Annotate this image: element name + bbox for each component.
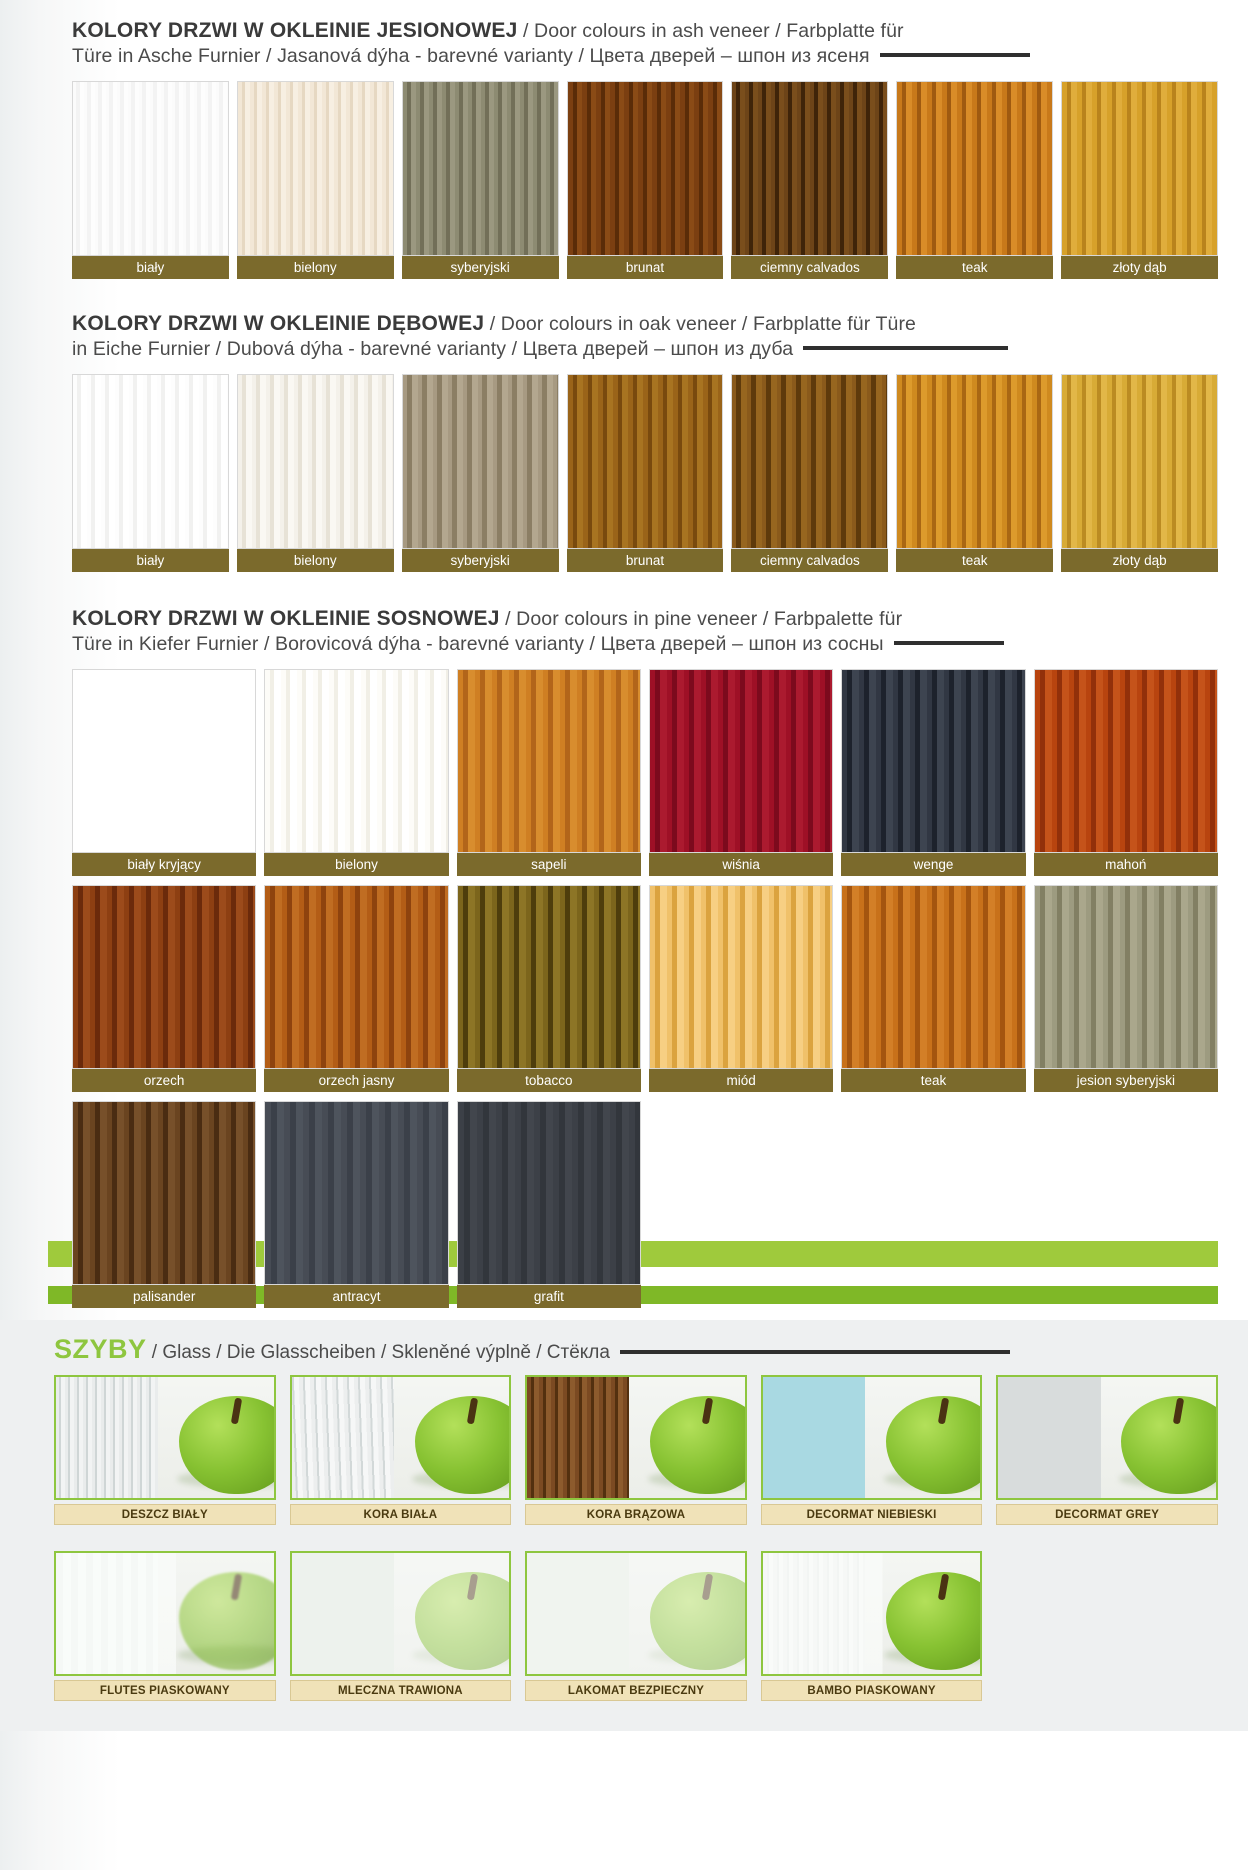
swatch-oak-brunat[interactable] [567,374,724,572]
swatch-label: orzech jasny [264,1069,448,1092]
swatch-texture [649,1101,833,1285]
swatch-texture [649,885,833,1069]
swatch-grid-oak [0,374,1248,572]
apple-stem-icon [702,1398,713,1425]
swatch-label [1034,1285,1218,1308]
swatch-label [649,1285,833,1308]
glass-preview [996,1551,1218,1676]
glass-preview [290,1375,512,1500]
swatch-texture [237,374,394,549]
swatch-grid-ash [0,81,1248,279]
swatch-label: biały [72,256,229,279]
glass-decormat-niebieski[interactable] [761,1375,983,1525]
swatch-label: bielony [237,549,394,572]
swatch-label: ciemny calvados [731,256,888,279]
swatch-texture [896,81,1053,256]
glass-label: BAMBO PIASKOWANY [761,1680,983,1701]
swatch-texture [72,669,256,853]
swatch-label [841,1285,1025,1308]
swatch-placeholder [649,1101,833,1308]
swatch-label: biały [72,549,229,572]
swatch-label: grafit [457,1285,641,1308]
swatch-texture [841,669,1025,853]
glass-kora-brazowa[interactable] [525,1375,747,1525]
swatch-texture [1034,1101,1218,1285]
swatch-pine-wisnia[interactable] [649,669,833,876]
swatch-texture [72,1101,256,1285]
glass-label: FLUTES PIASKOWANY [54,1680,276,1701]
glass-frost-overlay [527,1553,745,1674]
swatch-label: antracyt [264,1285,448,1308]
glass-subtitle: / Glass / Die Glasscheiben / Skleněné výplně / Стёкла [146,1342,610,1363]
apple-stem-icon [938,1398,949,1425]
swatch-pine-miod[interactable] [649,885,833,1092]
section-title-strong: KOLORY DRZWI W OKLEINIE DĘBOWEJ [72,312,485,335]
section-title-strong: KOLORY DRZWI W OKLEINIE SOSNOWEJ [72,607,500,630]
swatch-oak-syberyjski[interactable] [402,374,559,572]
swatch-label: teak [896,256,1053,279]
swatch-pine-tobacco[interactable] [457,885,641,1092]
glass-heading [30,1334,1218,1365]
swatch-ash-teak[interactable] [896,81,1053,279]
section-heading [0,606,1248,657]
apple-stem-icon [466,1398,477,1425]
apple-stem-icon [1173,1398,1184,1425]
swatch-label: miód [649,1069,833,1092]
swatch-label: palisander [72,1285,256,1308]
section-glass [0,1320,1248,1731]
swatch-pine-jesion-syberyjski[interactable] [1034,885,1218,1092]
swatch-label: teak [841,1069,1025,1092]
section-title-rest: / Door colours in ash veneer / Farbplatte für [517,20,904,42]
swatch-label: bielony [237,256,394,279]
swatch-oak-teak[interactable] [896,374,1053,572]
section-title-rest: / Door colours in pine veneer / Farbpalette für [499,608,903,630]
section-ash-veneer [0,0,1248,279]
swatch-pine-orzech[interactable] [72,885,256,1092]
heading-rule [880,53,1030,57]
swatch-label: złoty dąb [1061,549,1218,572]
glass-preview [761,1551,983,1676]
swatch-oak-bielony[interactable] [237,374,394,572]
glass-placeholder [996,1551,1218,1701]
swatch-label: brunat [567,256,724,279]
heading-rule [803,346,1008,350]
glass-lakomat-bezpieczny[interactable] [525,1551,747,1701]
glass-grid-row2 [30,1551,1218,1701]
swatch-label: złoty dąb [1061,256,1218,279]
section-title-line2: Türe in Asche Furnier / Jasanová dýha - barevné varianty / Цвета дверей – шпон из ясеня [72,45,870,67]
glass-flutes-piaskowany[interactable] [54,1551,276,1701]
apple-stem-icon [231,1398,242,1425]
swatch-texture [72,885,256,1069]
glass-preview [54,1375,276,1500]
swatch-texture [896,374,1053,549]
apple-photo-panel [629,1377,744,1498]
swatch-label: orzech [72,1069,256,1092]
swatch-ash-brunat[interactable] [567,81,724,279]
swatch-texture [567,374,724,549]
section-title-rest: / Door colours in oak veneer / Farbplatte für Türe [484,313,916,335]
swatch-pine-teak[interactable] [841,885,1025,1092]
glass-label: LAKOMAT BEZPIECZNY [525,1680,747,1701]
swatch-oak-bialy[interactable] [72,374,229,572]
swatch-ash-bielony[interactable] [237,81,394,279]
swatch-ash-ciemny-calvados[interactable] [731,81,888,279]
swatch-pine-antracyt[interactable] [264,1101,448,1308]
section-title-line2: Türe in Kiefer Furnier / Borovicová dýha - barevné varianty / Цвета дверей – шпон из сосны [72,633,884,655]
swatch-texture [264,669,448,853]
swatch-grid-pine-row1 [0,669,1248,876]
swatch-texture [402,374,559,549]
swatch-grid-pine-row3-wrapper [0,1101,1248,1308]
swatch-label: ciemny calvados [731,549,888,572]
glass-bambo-piaskowany[interactable] [761,1551,983,1701]
swatch-pine-palisander[interactable] [72,1101,256,1308]
swatch-label: wiśnia [649,853,833,876]
glass-preview [996,1375,1218,1500]
swatch-grid-pine-row3 [0,1101,1248,1308]
swatch-ash-syberyjski[interactable] [402,81,559,279]
swatch-pine-orzech-jasny[interactable] [264,885,448,1092]
apple-photo-panel [394,1377,509,1498]
swatch-oak-ciemny-calvados[interactable] [731,374,888,572]
glass-grid-row1 [30,1375,1218,1525]
swatch-texture [264,1101,448,1285]
swatch-texture [457,669,641,853]
apple-photo-panel [865,1377,980,1498]
glass-frost-overlay [292,1553,510,1674]
section-heading [0,18,1248,69]
swatch-placeholder [841,1101,1025,1308]
swatch-pine-bialy-kryjacy[interactable] [72,669,256,876]
swatch-label: wenge [841,853,1025,876]
glass-deszcz-bialy[interactable] [54,1375,276,1525]
swatch-texture [264,885,448,1069]
swatch-label: syberyjski [402,256,559,279]
swatch-texture [72,374,229,549]
glass-label: DECORMAT GREY [996,1504,1218,1525]
swatch-label: biały kryjący [72,853,256,876]
glass-mleczna-trawiona[interactable] [290,1551,512,1701]
heading-rule [894,641,1004,645]
section-heading [0,311,1248,362]
swatch-label: brunat [567,549,724,572]
swatch-texture [567,81,724,256]
glass-label: DESZCZ BIAŁY [54,1504,276,1525]
section-oak-veneer [0,279,1248,572]
swatch-pine-bielony[interactable] [264,669,448,876]
heading-rule [620,1350,1010,1354]
swatch-texture [731,81,888,256]
apple-photo-panel [1101,1377,1216,1498]
glass-preview [54,1551,276,1676]
swatch-texture [237,81,394,256]
swatch-label: bielony [264,853,448,876]
glass-preview [525,1375,747,1500]
swatch-label: mahoń [1034,853,1218,876]
glass-preview [525,1551,747,1676]
swatch-texture [1061,81,1218,256]
swatch-texture [457,1101,641,1285]
swatch-texture [72,81,229,256]
swatch-ash-zloty-dab[interactable] [1061,81,1218,279]
swatch-label: syberyjski [402,549,559,572]
swatch-grid-pine-row2 [0,885,1248,1092]
swatch-label: tobacco [457,1069,641,1092]
swatch-texture [1061,374,1218,549]
swatch-texture [457,885,641,1069]
swatch-ash-bialy[interactable] [72,81,229,279]
swatch-texture [1034,669,1218,853]
swatch-texture [1034,885,1218,1069]
glass-label: KORA BRĄZOWA [525,1504,747,1525]
glass-preview [290,1551,512,1676]
swatch-texture [731,374,888,549]
swatch-texture [402,81,559,256]
glass-label: KORA BIAŁA [290,1504,512,1525]
glass-label: MLECZNA TRAWIONA [290,1680,512,1701]
glass-kora-biala[interactable] [290,1375,512,1525]
glass-label [996,1680,1218,1701]
section-title-strong: KOLORY DRZWI W OKLEINIE JESIONOWEJ [72,19,518,42]
swatch-label: jesion syberyjski [1034,1069,1218,1092]
section-title-line2: in Eiche Furnier / Dubová dýha - barevné varianty / Цвета дверей – шпон из дуба [72,338,794,360]
glass-frost-overlay [56,1553,274,1674]
swatch-oak-zloty-dab[interactable] [1061,374,1218,572]
swatch-pine-mahon[interactable] [1034,669,1218,876]
swatch-texture [841,1101,1025,1285]
swatch-label: teak [896,549,1053,572]
swatch-pine-wenge[interactable] [841,669,1025,876]
swatch-pine-grafit[interactable] [457,1101,641,1308]
glass-label: DECORMAT NIEBIESKI [761,1504,983,1525]
swatch-pine-sapeli[interactable] [457,669,641,876]
section-pine-veneer [0,572,1248,1308]
apple-photo-panel [158,1377,273,1498]
swatch-placeholder [1034,1101,1218,1308]
swatch-label: sapeli [457,853,641,876]
glass-decormat-grey[interactable] [996,1375,1218,1525]
swatch-texture [841,885,1025,1069]
glass-preview [761,1375,983,1500]
swatch-texture [649,669,833,853]
glass-title: SZYBY [54,1334,147,1364]
glass-frost-overlay [763,1553,981,1674]
